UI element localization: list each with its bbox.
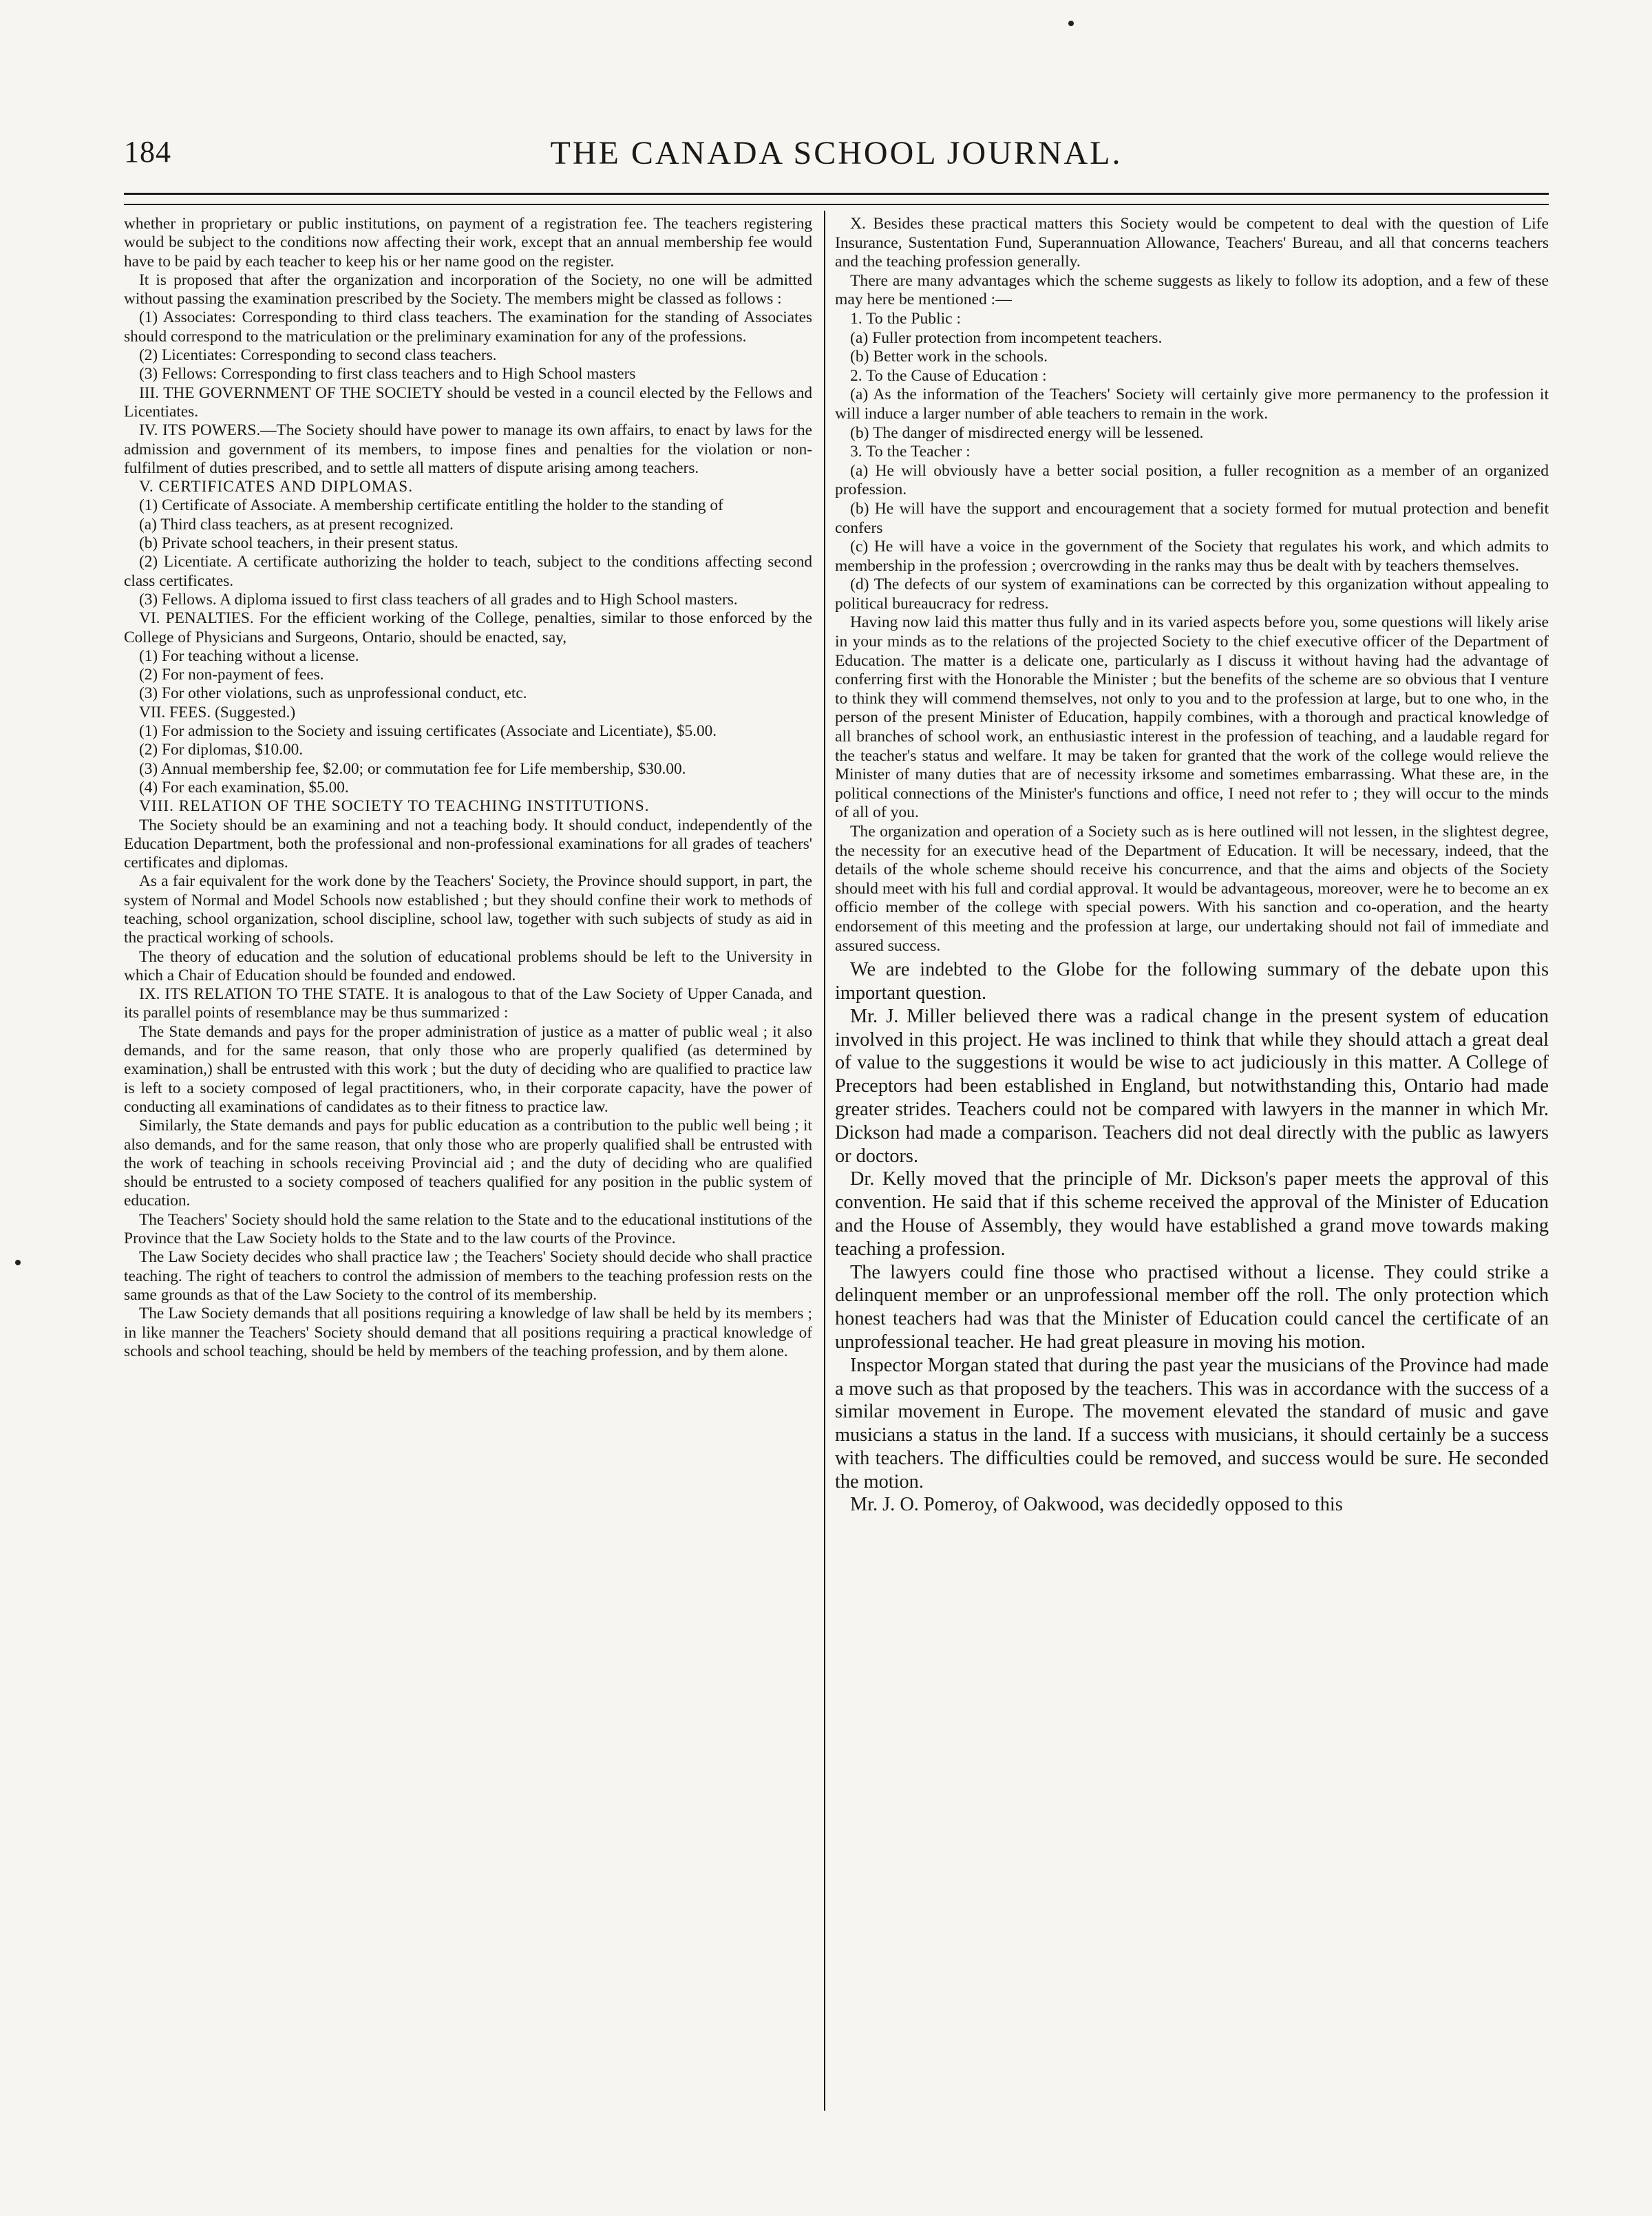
- list-item: (c) He will have a voice in the government of the Society that regulates his work, and which admits to membership in the profession ; overcrowding in the ranks may thus be dealt with by teachers themselves.: [835, 538, 1549, 575]
- left-column: [124, 215, 812, 2115]
- paragraph: (3) Fellows. A diploma issued to first class teachers of all grades and to High School masters.: [139, 590, 738, 609]
- paragraph: (b) Private school teachers, in their present status.: [139, 534, 458, 553]
- ink-speck: [15, 1260, 21, 1265]
- paragraph: X. Besides these practical matters this Society would be competent to deal with the question of Life Insurance, Sustentation Fund, Superannuation Allowance, Teachers' Bureau, and all that concerns teachers and the teaching profession generally.: [835, 215, 1549, 271]
- paragraph: (a) Third class teachers, as at present recognized.: [139, 515, 454, 534]
- paragraph: whether in proprietary or public institutions, on payment of a registration fee. The teachers registering would be subject to the conditions now affecting their work, except that an annual membership fee would have to be paid by each teacher to keep his or her name good on the register.: [124, 215, 812, 271]
- page-header: [124, 134, 1549, 176]
- paragraph: (1) For teaching without a license.: [139, 646, 359, 665]
- paragraph: Dr. Kelly moved that the principle of Mr. Dickson's paper meets the approval of this convention. He said that if this scheme received the approval of the Minister of Education and the House of Assembly, they would have established a grand move towards making teaching a profession.: [835, 1168, 1549, 1260]
- column-divider: [824, 211, 825, 2111]
- list-item: (a) As the information of the Teachers' Society will certainly give more permanency to the profession it will induce a larger number of able teachers to remain in the work.: [835, 386, 1549, 423]
- list-item: (b) He will have the support and encouragement that a society formed for mutual protection and benefit confers: [835, 499, 1549, 537]
- debate-summary: [835, 958, 1549, 1517]
- section-heading: IV. ITS POWERS.—The Society should have power to manage its own affairs, to enact by laws for the admission and government of its members, to impose fines and penalties for the violation or non-fulfilment of duties prescribed, and to settle all matters of dispute arising among teachers.: [124, 421, 812, 477]
- paragraph: There are many advantages which the scheme suggests as likely to follow its adoption, and a few of these may here be mentioned :—: [835, 271, 1549, 309]
- paragraph: (2) For non-payment of fees.: [139, 666, 324, 684]
- list-item: (b) Better work in the schools.: [850, 348, 1048, 366]
- paragraph: The Teachers' Society should hold the same relation to the State and to the educational institutions of the Province that the Law Society holds to the State and to the law courts of the Province.: [124, 1210, 812, 1248]
- paragraph: The Law Society demands that all positions requiring a knowledge of law shall be held by its members ; in like manner the Teachers' Society should demand that all positions requiring a practical knowledge of schools and school teaching, should be held by members of the teaching profession, and by them alone.: [124, 1305, 812, 1360]
- list-heading: 2. To the Cause of Education :: [850, 366, 1047, 385]
- paragraph: (3) Annual membership fee, $2.00; or commutation fee for Life membership, $30.00.: [139, 759, 686, 778]
- list-item: (b) The danger of misdirected energy will be lessened.: [850, 423, 1204, 442]
- ink-speck: [1068, 21, 1074, 26]
- paragraph: Mr. J. O. Pomeroy, of Oakwood, was decidedly opposed to this: [850, 1494, 1343, 1516]
- paragraph: Mr. J. Miller believed there was a radical change in the present system of education involved in this project. He was inclined to think that while they should attach a great deal of value to the suggestions it would be wise to act judiciously in this matter. A College of Preceptors had been established in England, but notwithstanding this, Ontario had made greater strides. Teachers could not be compared with lawyers in the manner in which Mr. Dickson had made a comparison. Teachers did not deal directly with the public as lawyers or doctors.: [835, 1005, 1549, 1167]
- paragraph: Having now laid this matter thus fully and in its varied aspects before you, some questions will likely arise in your minds as to the relations of the projected Society to the chief executive officer of the Department of Education. The matter is a delicate one, particularly as I discuss it without having had the advantage of conferring first with the Honorable the Minister ; but the benefits of the scheme are so obvious that I venture to think they will commend themselves, not only to you and to the profession at large, but to one who, in the person of the present Minister of Education, happily combines, with a thorough and practical knowledge of all branches of school work, an enthusiastic interest in the profession of teaching, and a laudable regard for the teacher's status and welfare. It may be taken for granted that the work of the college would relieve the Minister of many duties that are of necessity irksome and sometimes embarrassing. What these are, in the political connections of the Minister's functions and office, I need not refer to ; they will occur to the minds of all of you.: [835, 613, 1549, 822]
- paragraph: As a fair equivalent for the work done by the Teachers' Society, the Province should support, in part, the system of Normal and Model Schools now established ; but they should confine their work to methods of teaching, school organization, school discipline, school law, together with such subjects of study as aid in the practical working of schools.: [124, 872, 812, 947]
- paragraph: (1) Certificate of Associate. A membership certificate entitling the holder to the standing of: [139, 496, 723, 515]
- paragraph: The Law Society decides who shall practice law ; the Teachers' Society should decide who shall practice teaching. The right of teachers to control the admission of members to the teaching profession rests on the same grounds as that of the Law Society to the control of its membership.: [124, 1248, 812, 1304]
- section-heading: VI. PENALTIES. For the efficient working of the College, penalties, similar to those enforced by the College of Physicians and Surgeons, Ontario, should be enacted, say,: [124, 609, 812, 646]
- list-item: (a) Fuller protection from incompetent teachers.: [850, 328, 1163, 347]
- paragraph: (4) For each examination, $5.00.: [139, 778, 349, 796]
- list-item: (a) He will obviously have a better social position, a fuller recognition as a member of an organized profession.: [835, 461, 1549, 499]
- list-heading: 1. To the Public :: [850, 309, 962, 328]
- paragraph: It is proposed that after the organization and incorporation of the Society, no one will be admitted without passing the examination prescribed by the Society. The members might be classed as follows :: [124, 271, 812, 308]
- paragraph: Inspector Morgan stated that during the past year the musicians of the Province had made a move such as that proposed by the teachers. This was in accordance with the success of a similar movement in Europe. The movement elevated the standard of music and gave musicians a status in the land. If a success with musicians, it should certainly be a success with teachers. The difficulties could be removed, and success would be sure. He seconded the motion.: [835, 1354, 1549, 1492]
- journal-title: THE CANADA SCHOOL JOURNAL.: [550, 135, 1123, 171]
- paragraph: The Society should be an examining and not a teaching body. It should conduct, independently of the Education Department, both the professional and non-professional examinations for all grades of teachers' certificates and diplomas.: [124, 816, 812, 872]
- paragraph: (2) Licentiate. A certificate authorizing the holder to teach, subject to the conditions affecting second class certificates.: [124, 553, 812, 590]
- paragraph: The organization and operation of a Society such as is here outlined will not lessen, in the slightest degree, the necessity for an executive head of the Department of Education. It will be necessary, indeed, that the details of the whole scheme should receive his concurrence, and that the aims and objects of the Society should meet with his full and cordial approval. It would be advantageous, moreover, were he to become an ex officio member of the college with special powers. With his sanction and co-operation, and the hearty endorsement of this meeting and the profession at large, our undertaking should not fail of immediate and assured success.: [835, 823, 1549, 955]
- paragraph: The State demands and pays for the proper administration of justice as a matter of public weal ; it also demands, and for the same reason, that only those who are properly qualified (as determined by examination,) shall be entrusted with this work ; but the duty of deciding who are qualified to practice law is left to a society composed of legal practitioners, who, in their corporate capacity, have the power of conducting all examinations of candidates as to their fitness to practice law.: [124, 1022, 812, 1116]
- paragraph: (1) Associates: Corresponding to third class teachers. The examination for the standing of Associates should correspond to the matriculation or the preliminary examination for any of the professions.: [124, 308, 812, 346]
- paragraph: (2) Licentiates: Corresponding to second class teachers.: [139, 346, 497, 365]
- paragraph: We are indebted to the Globe for the following summary of the debate upon this important question.: [835, 959, 1549, 1004]
- header-rule: [124, 193, 1549, 195]
- section-heading: VII. FEES. (Suggested.): [139, 703, 296, 721]
- paragraph: The theory of education and the solution of educational problems should be left to the University in which a Chair of Education should be founded and endowed.: [124, 947, 812, 984]
- paper-conclusion: [835, 215, 1549, 956]
- section-heading: V. CERTIFICATES AND DIPLOMAS.: [139, 478, 414, 496]
- list-heading: 3. To the Teacher :: [850, 443, 971, 461]
- paragraph: The lawyers could fine those who practised without a license. They could strike a delinquent member or an unprofessional member off the roll. The only protection which honest teachers had was that the Minister of Education could cancel the certificate of an unprofessional teacher. He had great pleasure in moving his motion.: [835, 1261, 1549, 1353]
- paragraph: (2) For diplomas, $10.00.: [139, 741, 304, 759]
- section-heading: VIII. RELATION OF THE SOCIETY TO TEACHING INSTITUTIONS.: [139, 797, 650, 816]
- right-column: [835, 215, 1549, 2115]
- paragraph: Similarly, the State demands and pays for public education as a contribution to the public well being ; it also demands, and for the same reason, that only those who are properly qualified shall be entrusted with the work of teaching in schools receiving Provincial aid ; and the duty of deciding who are qualified should be entrusted to a society composed of teachers qualified for any position in the public system of education.: [124, 1117, 812, 1210]
- section-heading: III. THE GOVERNMENT OF THE SOCIETY should be vested in a council elected by the Fellows and Licentiates.: [124, 383, 812, 421]
- page-number: 184: [124, 135, 171, 169]
- header-rule: [124, 204, 1549, 205]
- paragraph: (3) Fellows: Corresponding to first class teachers and to High School masters: [139, 365, 636, 383]
- section-heading: IX. ITS RELATION TO THE STATE. It is analogous to that of the Law Society of Upper Canada, and its parallel points of resemblance may be thus summarized :: [124, 985, 812, 1022]
- paragraph: (3) For other violations, such as unprofessional conduct, etc.: [139, 684, 527, 703]
- paragraph: (1) For admission to the Society and issuing certificates (Associate and Licentiate), $5.00.: [139, 722, 717, 741]
- list-item: (d) The defects of our system of examinations can be corrected by this organization without appealing to political bureaucracy for redress.: [835, 576, 1549, 613]
